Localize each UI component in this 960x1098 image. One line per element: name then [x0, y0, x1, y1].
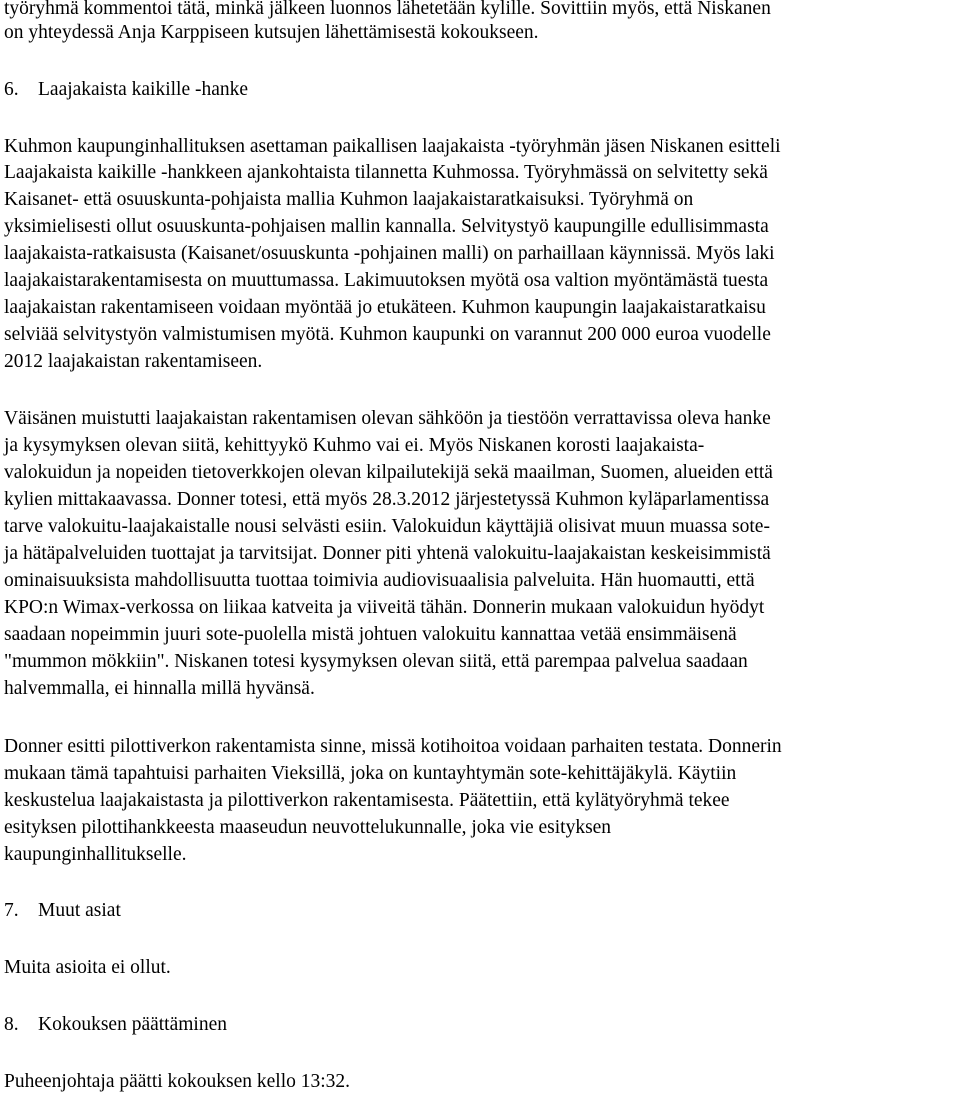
paragraph-line: laajakaistarakentamisesta on muuttumassa. Lakimuutoksen myötä osa valtion myöntämästä tuesta	[4, 270, 769, 291]
section-title: Laajakaista kaikille -hanke	[38, 79, 249, 100]
paragraph-line: Muita asioita ei ollut.	[4, 957, 171, 978]
paragraph-line: laajakaistan rakentamiseen voidaan myöntää jo etukäteen. Kuhmon kaupungin laajakaistaratkaisu	[4, 297, 766, 318]
section-7-heading	[4, 899, 121, 923]
paragraph-line: keskustelua laajakaistasta ja pilottiverkon rakentamisesta. Päätettiin, että kylätyöryhmä tekee	[4, 790, 730, 811]
section-number: 7.	[4, 900, 19, 921]
paragraph-line: Puheenjohtaja päätti kokouksen kello 13:32.	[4, 1071, 351, 1092]
section-6-heading	[4, 78, 248, 102]
paragraph-line: kaupunginhallitukselle.	[4, 844, 187, 865]
paragraph-line: halvemmalla, ei hinnalla millä hyvänsä.	[4, 678, 315, 699]
paragraph-line: KPO:n Wimax-verkossa on liikaa katveita ja viiveitä tähän. Donnerin mukaan valokuidun hyödyt	[4, 597, 765, 618]
paragraph-line: 2012 laajakaistan rakentamiseen.	[4, 351, 263, 372]
intro-line: työryhmä kommentoi tätä, minkä jälkeen luonnos lähetetään kylille. Sovittiin myös, että Niskanen	[4, 0, 771, 19]
paragraph-line: ja kysymyksen olevan siitä, kehittyykö Kuhmo vai ei. Myös Niskanen korosti laajakaista-	[4, 435, 705, 456]
paragraph-line: Donner esitti pilottiverkon rakentamista sinne, missä kotihoitoa voidaan parhaiten testata. Donnerin	[4, 736, 782, 757]
paragraph-line: kylien mittakaavassa. Donner totesi, että myös 28.3.2012 järjestetyssä Kuhmon kyläparlamentissa	[4, 489, 770, 510]
paragraph-line: laajakaista-ratkaisusta (Kaisanet/osuuskunta -pohjainen malli) on parhaillaan käynnissä. Myös laki	[4, 243, 775, 264]
paragraph-line: esityksen pilottihankkeesta maaseudun neuvottelukunnalle, joka vie esityksen	[4, 817, 612, 838]
section-title: Muut asiat	[38, 900, 121, 921]
paragraph-line: Väisänen muistutti laajakaistan rakentamisen olevan sähköön ja tiestöön verrattavissa oleva hanke	[4, 408, 771, 429]
paragraph-line: saadaan nopeimmin juuri sote-puolella mistä johtuen valokuitu kannattaa vetää ensimmäisenä	[4, 624, 737, 645]
paragraph-line: "mummon mökkiin". Niskanen totesi kysymyksen olevan siitä, että parempaa palvelua saadaan	[4, 651, 748, 672]
paragraph-line: tarve valokuitu-laajakaistalle nousi selvästi esiin. Valokuidun käyttäjiä olisivat muun muassa sote-	[4, 516, 770, 537]
paragraph-line: Kaisanet- että osuuskunta-pohjaista mallia Kuhmon laajakaistaratkaisuksi. Työryhmä on	[4, 189, 694, 210]
paragraph-line: valokuidun ja nopeiden tietoverkkojen olevan kilpailutekijä sekä maailman, Suomen, alueiden että	[4, 462, 773, 483]
section-title: Kokouksen päättäminen	[38, 1014, 227, 1035]
paragraph-line: selviää selvitystyön valmistumisen myötä. Kuhmon kaupunki on varannut 200 000 euroa vuodelle	[4, 324, 771, 345]
intro-line: on yhteydessä Anja Karppiseen kutsujen lähettämisestä kokoukseen.	[4, 22, 539, 43]
paragraph-line: mukaan tämä tapahtuisi parhaiten Vieksillä, joka on kuntayhtymän sote-kehittäjäkylä. Käytiin	[4, 763, 737, 784]
section-8-heading	[4, 1013, 227, 1037]
paragraph-line: ominaisuuksista mahdollisuutta tuottaa toimivia audiovisuaalisia palveluita. Hän huomautti, että	[4, 570, 755, 591]
paragraph-line: Laajakaista kaikille -hankkeen ajankohtaista tilannetta Kuhmossa. Työryhmässä on selvitetty sekä	[4, 162, 768, 183]
paragraph-line: ja hätäpalveluiden tuottajat ja tarvitsijat. Donner piti yhtenä valokuitu-laajakaistan keskeisimmistä	[4, 543, 771, 564]
section-number: 6.	[4, 79, 19, 100]
paragraph-line: Kuhmon kaupunginhallituksen asettaman paikallisen laajakaista -työryhmän jäsen Niskanen esitteli	[4, 136, 781, 157]
section-number: 8.	[4, 1014, 19, 1035]
paragraph-line: yksimielisesti ollut osuuskunta-pohjaisen mallin kannalla. Selvitystyö kaupungille edullisimmasta	[4, 216, 769, 237]
